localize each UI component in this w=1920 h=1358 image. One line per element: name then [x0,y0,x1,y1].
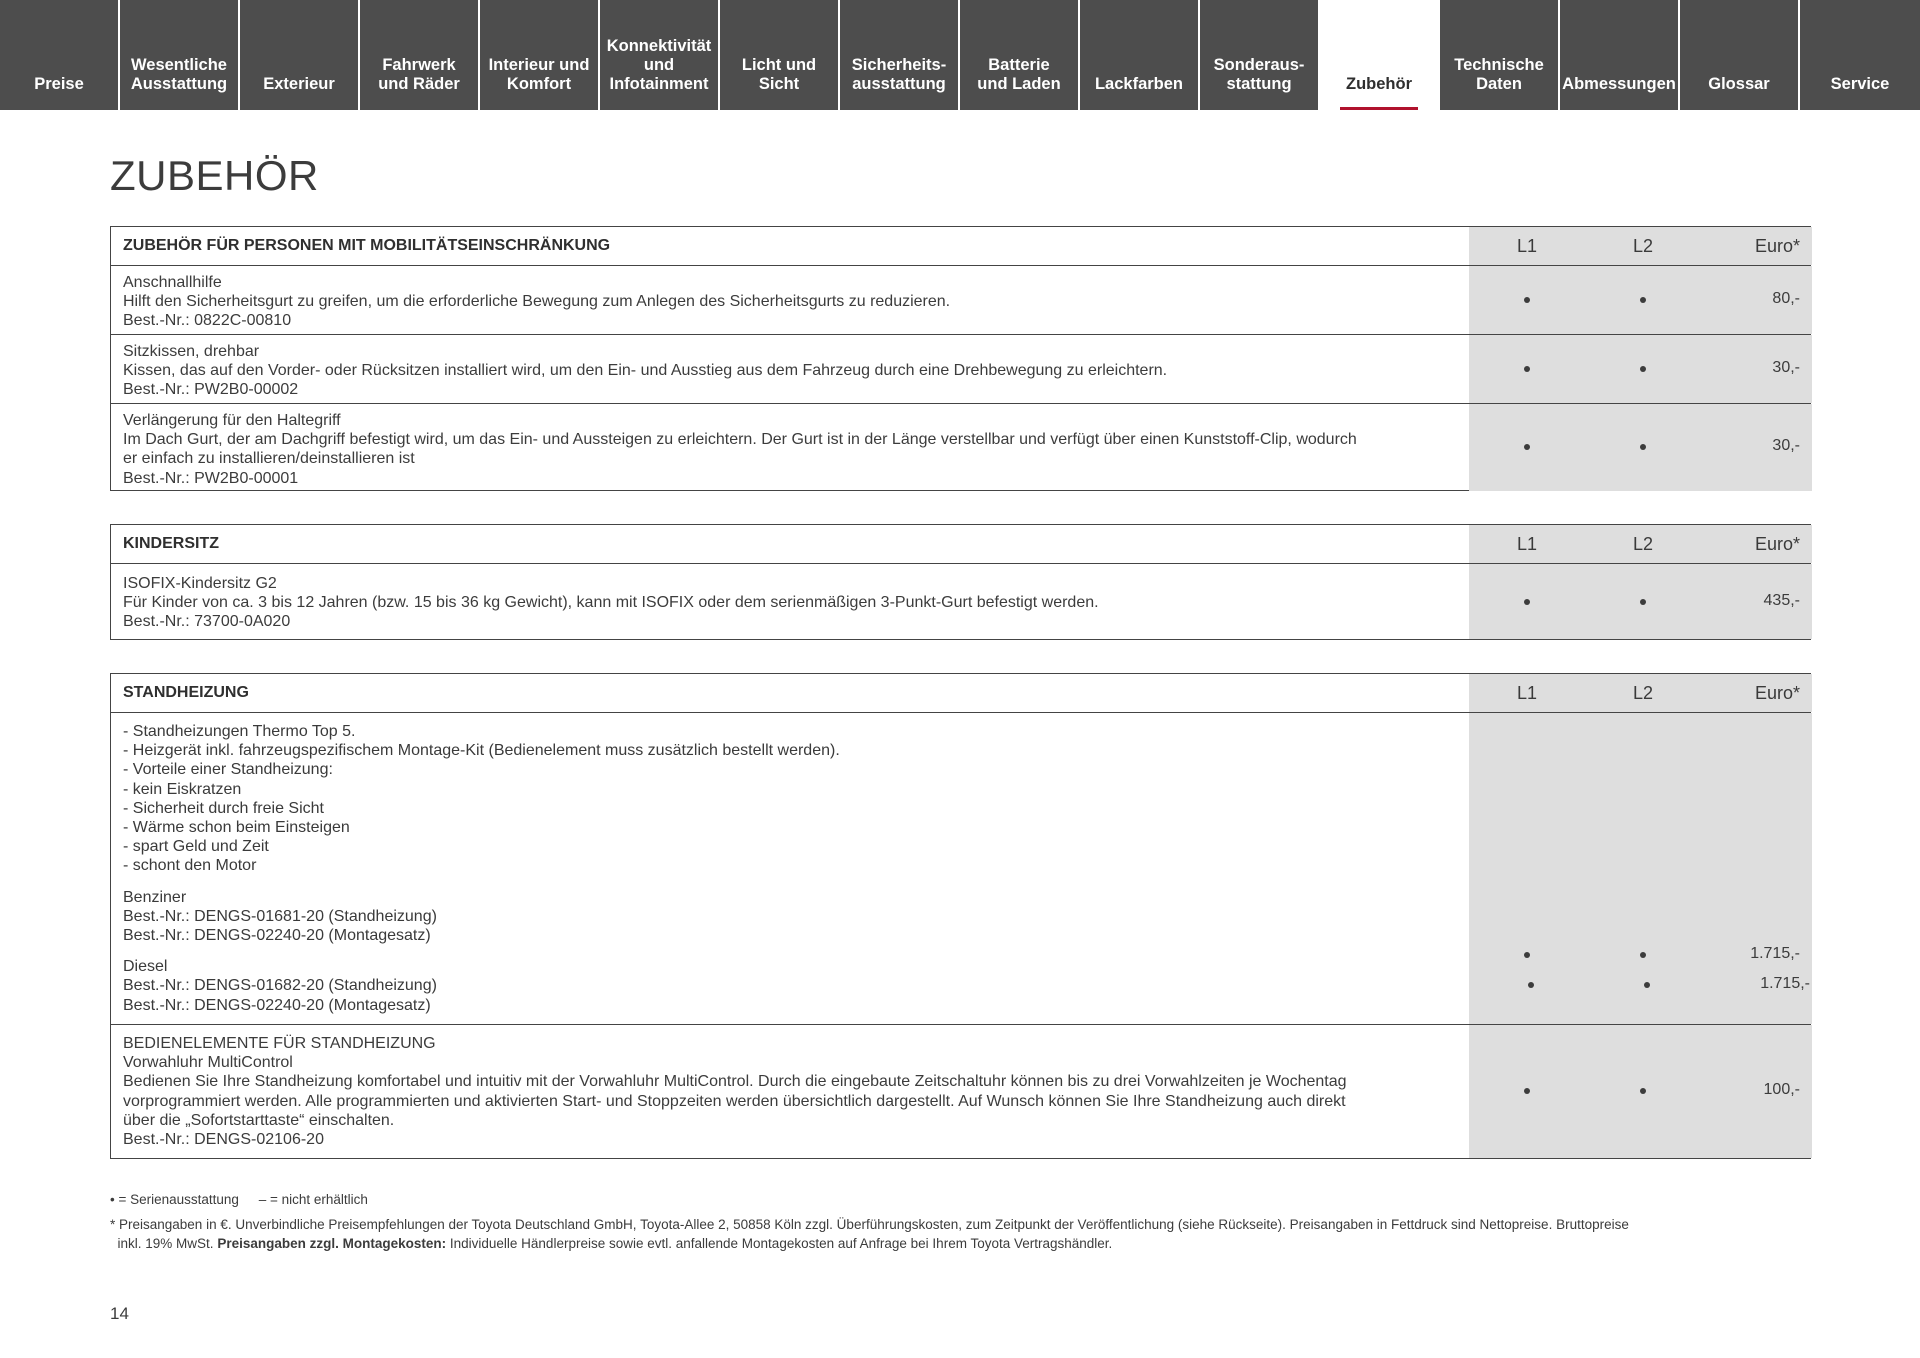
row-description [111,404,1469,491]
row-description [111,564,1469,639]
l1-cell [1469,335,1585,403]
page-number: 14 [110,1304,129,1323]
child-seat-table [110,524,1811,640]
price: 100,- [1763,1081,1800,1098]
footnote-text: inkl. 19% MwSt. [117,1236,214,1251]
table-title: KINDERSITZ [123,535,219,552]
standard-dot [1640,297,1646,303]
table-title: ZUBEHÖR FÜR PERSONEN MIT MOBILITÄTSEINSCHRÄNKUNG [123,237,611,254]
price: 30,- [1772,359,1800,376]
feature-bullet: - Heizgerät inkl. fahrzeugspezifischem Montage-Kit (Bedienelement muss zusätzlich bestellt werden). [123,742,840,760]
l1-cell [1469,713,1585,1024]
tab-wesentliche-ausstattung[interactable] [120,0,238,110]
part-number: Best.-Nr.: PW2B0-00002 [123,381,299,399]
standard-dot [1640,599,1646,605]
tab-fahrwerk-und-raeder[interactable] [360,0,478,110]
tab-label: Zubehör [1346,75,1412,93]
variant-benzin-label: Benziner [123,888,187,906]
price: 80,- [1772,290,1800,307]
part-number: Best.-Nr.: 0822C-00810 [123,312,292,330]
tab-sicherheitsausstattung[interactable] [840,0,958,110]
tab-label: Batterie und Laden [977,56,1061,93]
table-row [111,403,1810,490]
standard-dot-diesel-l2 [1644,982,1650,988]
legend-standard: • = Serienausstattung [110,1192,239,1207]
footnote-text: * Preisangaben in €. Unverbindliche Preisempfehlungen der Toyota Deutschland GmbH, Toyota-Allee 2, 50858 Köln zzgl. Überführungskosten, zum Zeitpunkt der Veröffentlichung (siehe Rückseite). Preisangaben in Fettdruck sind Nettopreise. Bruttopreise [110,1217,1629,1232]
standard-dot [1640,1088,1646,1094]
standard-dot-diesel-l1 [1528,982,1534,988]
tab-label: Lackfarben [1094,75,1184,93]
tab-label: Abmessungen [1562,75,1676,93]
l2-cell [1585,266,1701,334]
tab-label: Service [1830,75,1890,93]
column-l2: L2 [1585,525,1701,563]
table-row [111,1024,1810,1158]
item-name: Anschnallhilfe [123,274,222,291]
tab-preise[interactable] [0,0,118,110]
row-description [111,335,1469,403]
price-cell [1701,335,1812,403]
l2-cell [1585,335,1701,403]
tab-technische-daten[interactable] [1440,0,1558,110]
table-header [111,674,1810,713]
feature-bullet: - kein Eiskratzen [123,780,242,798]
tab-label: Interieur und Komfort [488,56,590,93]
standard-dot [1640,444,1646,450]
price-diesel: 1.715,- [1760,975,1810,992]
column-l1: L1 [1469,227,1585,265]
item-description: Bedienen Sie Ihre Standheizung komfortabel und intuitiv mit der Vorwahluhr MultiControl. Durch die eingebaute Zeitschaltuhr können bis zu drei Vorwahlzeiten je Wochentag [123,1073,1347,1091]
tab-konnektivitaet[interactable] [600,0,718,110]
mobility-accessories-table [110,226,1811,491]
part-number: Best.-Nr.: DENGS-02106-20 [123,1131,324,1149]
table-row [111,266,1810,334]
feature-bullet: - Vorteile einer Standheizung: [123,761,333,779]
variant-diesel-label: Diesel [123,958,168,976]
tab-label: Licht und Sicht [741,56,817,93]
part-number: Best.-Nr.: DENGS-01682-20 (Standheizung) [123,977,437,995]
tab-sonderausstattung[interactable] [1200,0,1318,110]
tab-exterieur[interactable] [240,0,358,110]
row-description [111,713,1469,1024]
column-euro: Euro* [1701,525,1812,563]
table-header [111,227,1810,266]
tab-label: Wesentliche Ausstattung [130,56,228,93]
column-euro: Euro* [1701,227,1812,265]
feature-bullet: - spart Geld und Zeit [123,838,269,856]
standard-dot [1524,366,1530,372]
tab-label: Exterieur [263,75,335,93]
price-cell [1701,266,1812,334]
tab-zubehoer[interactable] [1320,0,1438,110]
standard-dot [1640,952,1646,958]
standard-dot [1524,1088,1530,1094]
standard-dot [1524,952,1530,958]
table-title: STANDHEIZUNG [123,684,249,701]
tab-label: Glossar [1708,75,1770,93]
item-description: Kissen, das auf den Vorder- oder Rücksitzen installiert wird, um den Ein- und Ausstieg aus dem Fahrzeug durch eine Drehbewegung zu erleichtern. [123,362,1168,380]
standard-dot [1524,599,1530,605]
feature-bullet: - Wärme schon beim Einsteigen [123,819,350,837]
column-l1: L1 [1469,674,1585,712]
l1-cell [1469,266,1585,334]
table-header [111,525,1810,564]
price: 1.715,- [1750,945,1800,962]
page-title: ZUBEHÖR [110,152,319,199]
tab-label: Preise [34,75,84,93]
part-number: Best.-Nr.: DENGS-02240-20 (Montagesatz) [123,927,431,945]
tab-batterie-und-laden[interactable] [960,0,1078,110]
table-row [111,334,1810,403]
footnote-text: Individuelle Händlerpreise sowie evtl. anfallende Montagekosten auf Anfrage bei Ihrem Toyota Vertragshändler. [449,1236,1113,1251]
price: 435,- [1763,592,1800,609]
l1-cell [1469,564,1585,639]
feature-bullet: - Sicherheit durch freie Sicht [123,799,324,817]
feature-bullet: - schont den Motor [123,857,257,875]
tab-label: Sicherheits- ausstattung [851,56,947,93]
item-description-cont: er einfach zu installieren/deinstallieren ist [123,450,415,468]
row-description [111,1025,1469,1158]
feature-bullet: - Standheizungen Thermo Top 5. [123,723,356,740]
item-description-cont: vorprogrammiert werden. Alle programmierten und aktivierten Start- und Stoppzeiten werden übersichtlich dargestellt. Auf Wunsch können Sie Ihre Standheizung auch direkt [123,1092,1346,1110]
item-name: ISOFIX-Kindersitz G2 [123,575,277,592]
l2-cell [1585,1025,1701,1158]
item-description: Hilft den Sicherheitsgurt zu greifen, um die erforderliche Bewegung zum Anlegen des Sicherheitsgurts zu reduzieren. [123,293,951,311]
item-description: Für Kinder von ca. 3 bis 12 Jahren (bzw. 15 bis 36 kg Gewicht), kann mit ISOFIX oder dem serienmäßigen 3-Punkt-Gurt befestigt werden. [123,594,1099,612]
l2-cell [1585,564,1701,639]
item-name: Verlängerung für den Haltegriff [123,412,341,429]
item-description: Im Dach Gurt, der am Dachgriff befestigt wird, um das Ein- und Aussteigen zu erleichtern. Der Gurt ist in der Länge verstellbar und verfügt über einen Kunststoff-Clip, wodurch [123,431,1357,449]
standard-dot [1640,366,1646,372]
item-name: Vorwahluhr MultiControl [123,1054,293,1072]
table-row [111,713,1810,1024]
legend-not-available: – = nicht erhältlich [258,1192,368,1207]
part-number: Best.-Nr.: DENGS-01681-20 (Standheizung) [123,907,437,925]
l2-cell [1585,404,1701,491]
price-footnote [110,1215,1820,1253]
row-description [111,266,1469,334]
price-cell [1701,564,1812,639]
tab-service[interactable] [1800,0,1920,110]
part-number: Best.-Nr.: DENGS-02240-20 (Montagesatz) [123,996,431,1014]
item-description-cont: über die „Sofortstarttaste“ einschalten. [123,1111,395,1129]
tab-interieur-und-komfort[interactable] [480,0,598,110]
tab-label: Sonderaus- stattung [1213,56,1305,93]
part-number: Best.-Nr.: 73700-0A020 [123,613,291,631]
l1-cell [1469,1025,1585,1158]
column-l2: L2 [1585,674,1701,712]
l2-cell [1585,713,1701,1024]
table-row [111,564,1810,639]
part-number: Best.-Nr.: PW2B0-00001 [123,469,299,487]
price-cell [1701,404,1812,491]
controls-title: BEDIENELEMENTE FÜR STANDHEIZUNG [123,1035,436,1052]
footnote-bold: Preisangaben zzgl. Montagekosten: [217,1236,447,1251]
price-cell [1701,1025,1812,1158]
tab-lackfarben[interactable] [1080,0,1198,110]
price: 30,- [1772,437,1800,454]
parking-heater-table [110,673,1811,1159]
tab-abmessungen[interactable] [1560,0,1678,110]
tab-glossar[interactable] [1680,0,1798,110]
tab-licht-und-sicht[interactable] [720,0,838,110]
tab-label: Konnektivität und Infotainment [606,37,712,93]
standard-dot [1524,444,1530,450]
spacer [123,876,1457,888]
top-navigation [0,0,1920,110]
tab-label: Technische Daten [1454,56,1544,93]
column-l1: L1 [1469,525,1585,563]
tab-label: Fahrwerk und Räder [378,56,460,93]
l1-cell [1469,404,1585,491]
spacer [123,945,1457,957]
column-euro: Euro* [1701,674,1812,712]
standard-dot [1524,297,1530,303]
column-l2: L2 [1585,227,1701,265]
item-name: Sitzkissen, drehbar [123,343,260,360]
legend [110,1192,384,1207]
